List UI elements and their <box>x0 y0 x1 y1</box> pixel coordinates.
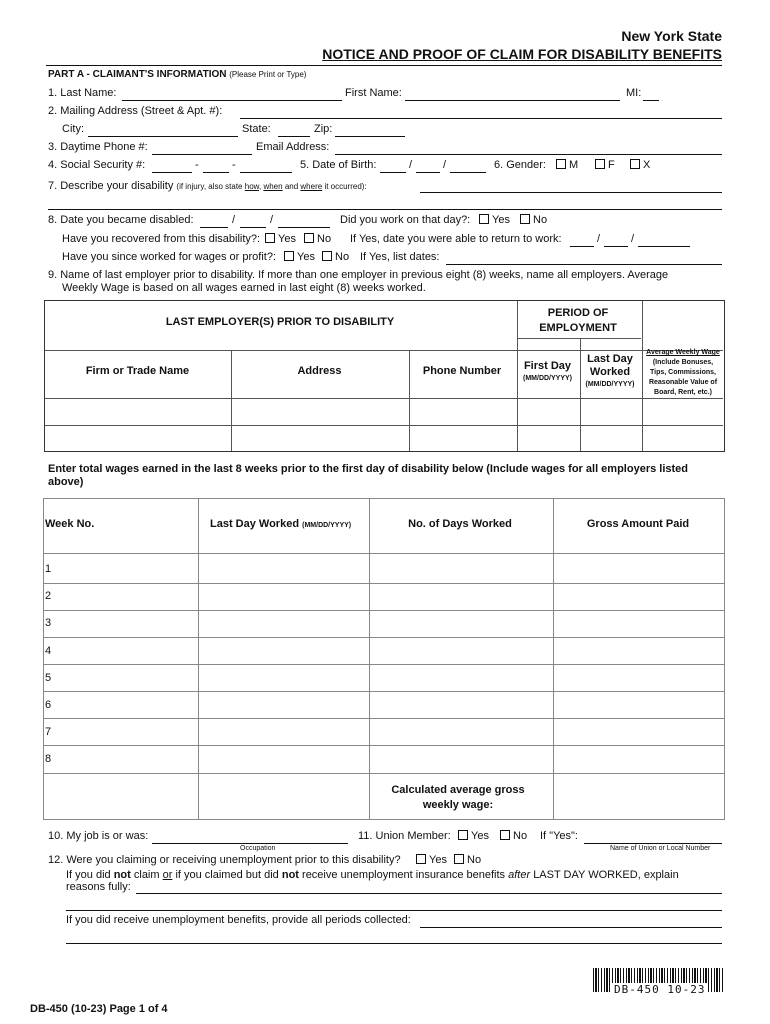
week-row-2: 2 <box>45 590 52 602</box>
received-periods-field-1[interactable] <box>420 927 722 928</box>
gender-f-checkbox[interactable] <box>595 159 605 169</box>
date-disabled-slash-2: / <box>270 214 274 226</box>
period-of-employment-header: PERIOD OF EMPLOYMENT <box>539 307 617 334</box>
mailing-label: 2. Mailing Address (Street & Apt. #): <box>48 105 223 117</box>
worked-since-no[interactable]: No <box>322 251 349 263</box>
zip-label: Zip: <box>314 123 333 135</box>
ssn-label: 4. Social Security #: <box>48 159 146 171</box>
gender-x-checkbox[interactable] <box>630 159 640 169</box>
week-row-6: 6 <box>45 699 52 711</box>
col-phone-header: Phone Number <box>422 365 502 377</box>
return-date-slash-1: / <box>597 233 601 245</box>
worked-since-yes[interactable]: Yes <box>284 251 315 263</box>
recovered-yes-checkbox[interactable] <box>265 233 275 243</box>
unemployment-yes-checkbox[interactable] <box>416 854 426 864</box>
q12-reasons-label: reasons fully: <box>66 881 131 893</box>
ssn-part2[interactable] <box>203 172 229 173</box>
q11-label: 11. Union Member: <box>358 830 451 842</box>
work-that-day-yes-checkbox[interactable] <box>479 214 489 224</box>
zip-field[interactable] <box>335 136 405 137</box>
list-dates-field[interactable] <box>446 264 722 265</box>
worked-since-yes-checkbox[interactable] <box>284 251 294 261</box>
recovered-label: Have you recovered from this disability?: <box>62 233 261 245</box>
worked-since-label: Have you since worked for wages or profit?: <box>62 251 276 263</box>
ssn-part3[interactable] <box>240 172 292 173</box>
week-row-5: 5 <box>45 672 52 684</box>
col-last-day-header: Last Day Worked <box>587 353 633 378</box>
date-disabled-day[interactable] <box>240 227 266 228</box>
col-avg-wage-header: Average Weekly Wage <box>646 349 720 356</box>
week-row-1: 1 <box>45 563 52 575</box>
dob-year[interactable] <box>450 172 486 173</box>
wages-intro: Enter total wages earned in the last 8 weeks prior to the first day of disability below (Include wages for all employers listed above) <box>48 463 688 488</box>
col-address-header: Address <box>297 365 342 377</box>
q12-explain-line: If you did not claim or if you claimed but did not receive unemployment insurance benefits after LAST DAY WORKED, explain <box>66 869 679 881</box>
q9-line-1: 9. Name of last employer prior to disability. If more than one employer in previous eight (8) weeks, name all employers. Average <box>48 269 669 281</box>
gender-x-option[interactable]: X <box>630 159 650 171</box>
union-no-checkbox[interactable] <box>500 830 510 840</box>
city-label: City: <box>62 123 84 135</box>
unemployment-yes[interactable]: Yes <box>416 854 447 866</box>
state-field[interactable] <box>278 136 310 137</box>
date-disabled-year[interactable] <box>278 227 330 228</box>
occupation-caption: Occupation <box>240 845 276 852</box>
describe-field-2[interactable] <box>48 209 722 210</box>
wages-table <box>43 498 725 820</box>
dob-slash-1: / <box>409 159 413 171</box>
state-title: New York State <box>621 28 722 44</box>
worked-since-no-checkbox[interactable] <box>322 251 332 261</box>
describe-field-1[interactable] <box>420 192 722 193</box>
gender-m-option[interactable]: M <box>556 159 578 171</box>
work-that-day-yes[interactable]: Yes <box>479 214 510 226</box>
received-periods-field-2[interactable] <box>66 943 722 944</box>
union-if-yes-label: If "Yes": <box>540 830 578 842</box>
last-name-label: 1. Last Name: <box>48 87 117 99</box>
recovered-yes[interactable]: Yes <box>265 233 296 245</box>
mi-label: MI: <box>626 87 642 99</box>
col-gross-header: Gross Amount Paid <box>586 518 690 530</box>
reasons-field-1[interactable] <box>136 893 722 894</box>
union-yes-checkbox[interactable] <box>458 830 468 840</box>
union-caption: Name of Union or Local Number <box>610 845 711 852</box>
col-week-header: Week No. <box>45 518 95 530</box>
mi-field[interactable] <box>643 100 659 101</box>
dob-day[interactable] <box>416 172 440 173</box>
barcode-text: DB-450 10-23 <box>614 983 706 996</box>
form-id-footer: DB-450 (10-23) Page 1 of 4 <box>30 1003 168 1015</box>
gender-f-option[interactable]: F <box>595 159 615 171</box>
date-disabled-month[interactable] <box>200 227 228 228</box>
work-that-day-label: Did you work on that day?: <box>340 214 471 226</box>
q10-label: 10. My job is or was: <box>48 830 149 842</box>
employer-table-header: LAST EMPLOYER(S) PRIOR TO DISABILITY <box>165 316 395 328</box>
week-row-4: 4 <box>45 645 52 657</box>
union-yes[interactable]: Yes <box>458 830 489 842</box>
col-avg-wage-note: (Include Bonuses, Tips, Commissions, Reasonable Value of Board, Rent, etc.) <box>648 359 718 396</box>
phone-label: 3. Daytime Phone #: <box>48 141 148 153</box>
avg-gross-wage-label: Calculated average gross weekly wage: <box>391 784 525 811</box>
return-date-year[interactable] <box>638 246 690 247</box>
email-field[interactable] <box>335 154 722 155</box>
q12-received-label: If you did receive unemployment benefits, provide all periods collected: <box>66 914 411 926</box>
ssn-dash-2: - <box>232 159 236 171</box>
work-that-day-no[interactable]: No <box>520 214 547 226</box>
phone-field[interactable] <box>152 154 252 155</box>
week-row-7: 7 <box>45 726 52 738</box>
form-title: NOTICE AND PROOF OF CLAIM FOR DISABILITY BENEFITS <box>322 46 722 62</box>
dob-label: 5. Date of Birth: <box>300 159 377 171</box>
col-last-day-format: (MM/DD/YYYY) <box>585 381 635 388</box>
dob-slash-2: / <box>443 159 447 171</box>
city-field[interactable] <box>88 136 238 137</box>
first-name-label: First Name: <box>345 87 402 99</box>
unemployment-no-checkbox[interactable] <box>454 854 464 864</box>
dob-month[interactable] <box>380 172 406 173</box>
unemployment-no[interactable]: No <box>454 854 481 866</box>
first-name-field[interactable] <box>405 100 620 101</box>
part-a-heading: PART A - CLAIMANT'S INFORMATION (Please Print or Type) <box>48 69 307 80</box>
week-row-8: 8 <box>45 753 52 765</box>
occupation-field[interactable] <box>152 843 348 844</box>
q9-line-2: Weekly Wage is based on all wages earned in last eight (8) weeks worked. <box>62 282 426 294</box>
date-disabled-label: 8. Date you became disabled: <box>48 214 194 226</box>
return-date-label: If Yes, date you were able to return to work: <box>350 233 562 245</box>
ssn-part1[interactable] <box>152 172 192 173</box>
q12-label: 12. Were you claiming or receiving unemployment prior to this disability? <box>48 854 401 866</box>
week-row-3: 3 <box>45 617 52 629</box>
col-first-day-format: (MM/DD/YYYY) <box>523 375 572 382</box>
return-date-day[interactable] <box>604 246 628 247</box>
col-firm-header: Firm or Trade Name <box>85 365 190 377</box>
state-label: State: <box>242 123 271 135</box>
col-first-day-header: First Day <box>523 360 572 372</box>
email-label: Email Address: <box>256 141 330 153</box>
list-dates-label: If Yes, list dates: <box>360 251 440 263</box>
reasons-field-2[interactable] <box>66 910 722 911</box>
last-name-field[interactable] <box>122 100 342 101</box>
recovered-no[interactable]: No <box>304 233 331 245</box>
recovered-no-checkbox[interactable] <box>304 233 314 243</box>
describe-label: 7. Describe your disability (if injury, also state how, when and where it occurred): <box>48 180 367 192</box>
work-that-day-no-checkbox[interactable] <box>520 214 530 224</box>
col-last-day-worked-header: Last Day Worked (MM/DD/YYYY) <box>210 518 352 530</box>
col-days-worked-header: No. of Days Worked <box>408 518 512 530</box>
gender-m-checkbox[interactable] <box>556 159 566 169</box>
date-disabled-slash-1: / <box>232 214 236 226</box>
return-date-slash-2: / <box>631 233 635 245</box>
return-date-month[interactable] <box>570 246 594 247</box>
ssn-dash-1: - <box>195 159 199 171</box>
part-a-top-rule <box>46 65 722 66</box>
union-name-field[interactable] <box>584 843 722 844</box>
mailing-field[interactable] <box>240 118 722 119</box>
union-no[interactable]: No <box>500 830 527 842</box>
gender-label: 6. Gender: <box>494 159 546 171</box>
